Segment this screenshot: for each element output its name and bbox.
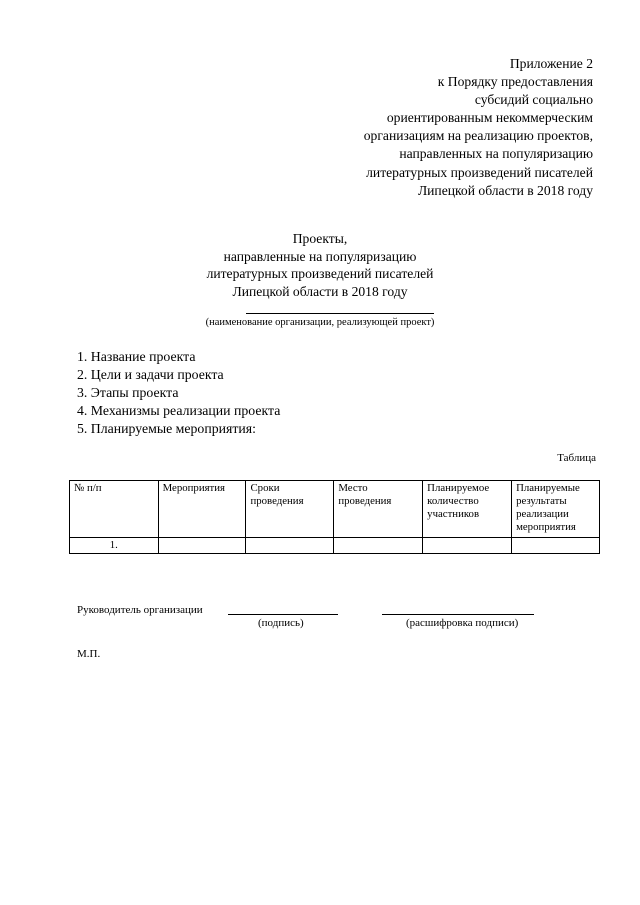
header-results: Планируемые результаты реализации мероприятия — [512, 481, 600, 538]
organization-name-line — [246, 313, 434, 314]
title-line: литературных произведений писателей — [206, 266, 434, 281]
name-decode-line — [382, 614, 534, 615]
header-dates: Сроки проведения — [246, 481, 334, 538]
table-header-row — [70, 481, 600, 538]
appendix-header — [273, 55, 593, 200]
list-item: 2. Цели и задачи проекта — [77, 367, 224, 382]
project-sections-list — [77, 348, 280, 438]
table-row — [70, 538, 600, 554]
header-number: № п/п — [70, 481, 159, 538]
title-line: направленные на популяризацию — [223, 248, 417, 264]
table-cell — [423, 538, 512, 554]
document-title — [0, 230, 640, 300]
appendix-line: организациям на реализацию проектов, — [363, 128, 593, 144]
appendix-line: Липецкой области в 2018 году — [417, 182, 593, 198]
appendix-line: к Порядку предоставления — [437, 74, 593, 90]
appendix-line: Приложение 2 — [509, 56, 593, 71]
appendix-line: ориентированным некоммерческим — [386, 110, 593, 126]
list-item: 1. Название проекта — [77, 349, 196, 364]
appendix-line: направленных на популяризацию — [399, 146, 593, 162]
stamp-place: М.П. — [77, 648, 101, 660]
header-location: Место проведения — [334, 481, 423, 538]
signature-label: Руководитель организации — [77, 604, 203, 616]
name-decode-caption: (расшифровка подписи) — [406, 617, 519, 629]
appendix-line: литературных произведений писателей — [366, 164, 593, 180]
signature-line — [228, 614, 338, 615]
table-caption: Таблица — [557, 452, 596, 464]
list-item: 4. Механизмы реализации проекта — [77, 403, 281, 418]
table-cell: 1. — [70, 538, 159, 554]
title-line: Липецкой области в 2018 году — [232, 283, 408, 299]
header-events: Мероприятия — [158, 481, 246, 538]
table-cell — [512, 538, 600, 554]
list-item: 5. Планируемые мероприятия: — [77, 421, 256, 436]
events-table — [69, 480, 600, 554]
appendix-line: субсидий социально — [474, 92, 593, 108]
table-cell — [158, 538, 246, 554]
title-line: Проекты, — [292, 231, 348, 246]
signature-caption: (подпись) — [258, 617, 304, 629]
list-item: 3. Этапы проекта — [77, 385, 179, 400]
header-participants: Планируемое количество участников — [423, 481, 512, 538]
table-cell — [246, 538, 334, 554]
table-cell — [334, 538, 423, 554]
organization-caption: (наименование организации, реализующей проект) — [205, 317, 435, 328]
